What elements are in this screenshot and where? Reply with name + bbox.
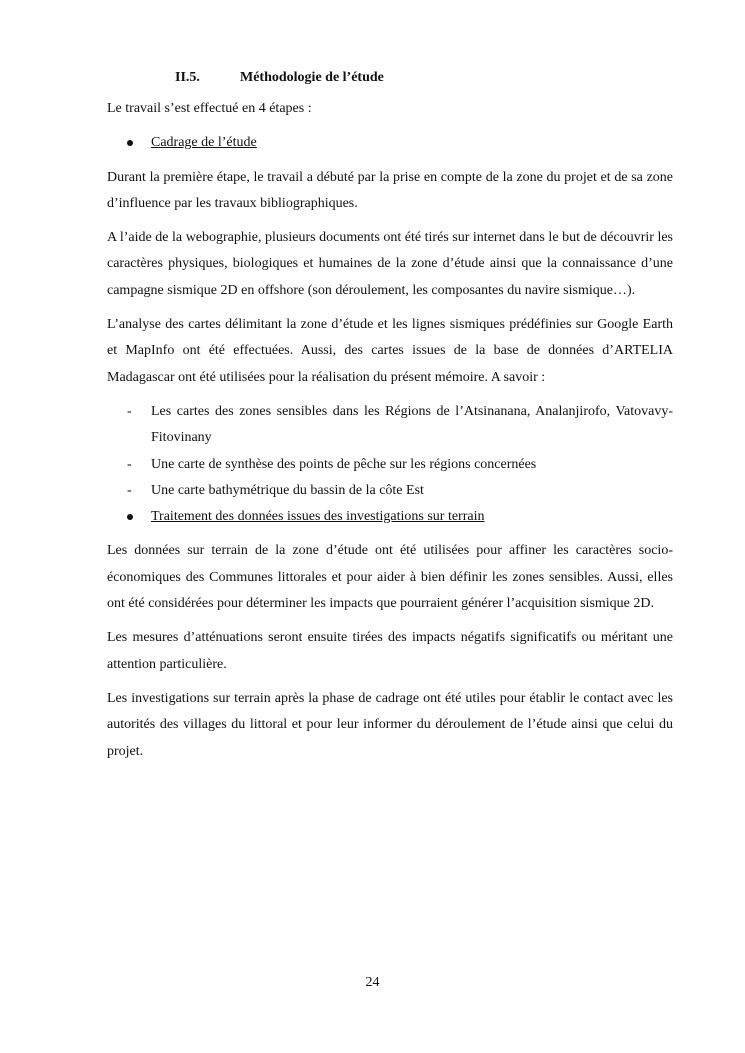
intro-paragraph: Le travail s’est effectué en 4 étapes : <box>107 101 312 116</box>
dash-marker: - <box>127 403 132 419</box>
section-title: Méthodologie de l’étude <box>240 70 384 85</box>
step-1-title: Cadrage de l’étude <box>151 135 257 151</box>
bullet-icon <box>107 130 151 156</box>
map-item-2: Une carte de synthèse des points de pêche sur les régions concernées <box>151 456 537 472</box>
page-number: 24 <box>365 975 380 990</box>
map-item-3: Une carte bathymétrique du bassin de la côte Est <box>151 482 424 498</box>
paragraph-step2-3: Les investigations sur terrain après la phase de cadrage ont été utiles pour établir le contact avec les autorités des villages du littoral et pour leur informer du déroulement de l’étude ainsi que celui du projet. <box>107 690 673 759</box>
paragraph-step1-3: L’analyse des cartes délimitant la zone d’étude et les lignes sismiques prédéfinies sur Google Earth et MapInfo ont été effectuées. Aussi, des cartes issues de la base de données d’ARTELIA Madagascar ont été utilisées pour la réalisation du présent mémoire. A savoir : <box>107 317 673 385</box>
dash-marker: - <box>127 482 132 498</box>
bullet-icon <box>107 504 151 530</box>
paragraph-step2-2: Les mesures d’atténuations seront ensuite tirées des impacts négatifs significatifs ou méritant une attention particulière. <box>107 630 673 672</box>
list-item <box>107 399 673 452</box>
step-1-bullet <box>107 130 673 156</box>
body-text <box>107 96 673 765</box>
paragraph-step1-1: Durant la première étape, le travail a débuté par la prise en compte de la zone du projet et de sa zone d’influence par les travaux bibliographiques. <box>107 169 673 211</box>
section-heading <box>175 70 384 86</box>
list-item <box>107 452 673 478</box>
list-item <box>107 478 673 504</box>
dash-marker: - <box>127 456 132 472</box>
section-number: II.5. <box>175 70 200 85</box>
step-2-bullet <box>107 504 673 530</box>
map-item-1: Les cartes des zones sensibles dans les Régions de l’Atsinanana, Analanjirofo, Vatovavy-Fitovinany <box>151 403 673 446</box>
paragraph-step2-1: Les données sur terrain de la zone d’étude ont été utilisées pour affiner les caractères socio-économiques des Communes littorales et pour aider à bien définir les zones sensibles. Aussi, elles ont été considérées pour déterminer les impacts que pourraient générer l’acquisition sismique 2D. <box>107 543 673 612</box>
step-2-title: Traitement des données issues des investigations sur terrain <box>151 509 485 525</box>
paragraph-step1-2: A l’aide de la webographie, plusieurs documents ont été tirés sur internet dans le but de découvrir les caractères physiques, biologiques et humaines de la zone d’étude ainsi que la connaissance d’une campagne sismique 2D en offshore (son déroulement, les composantes du navire sismique…). <box>107 230 673 298</box>
